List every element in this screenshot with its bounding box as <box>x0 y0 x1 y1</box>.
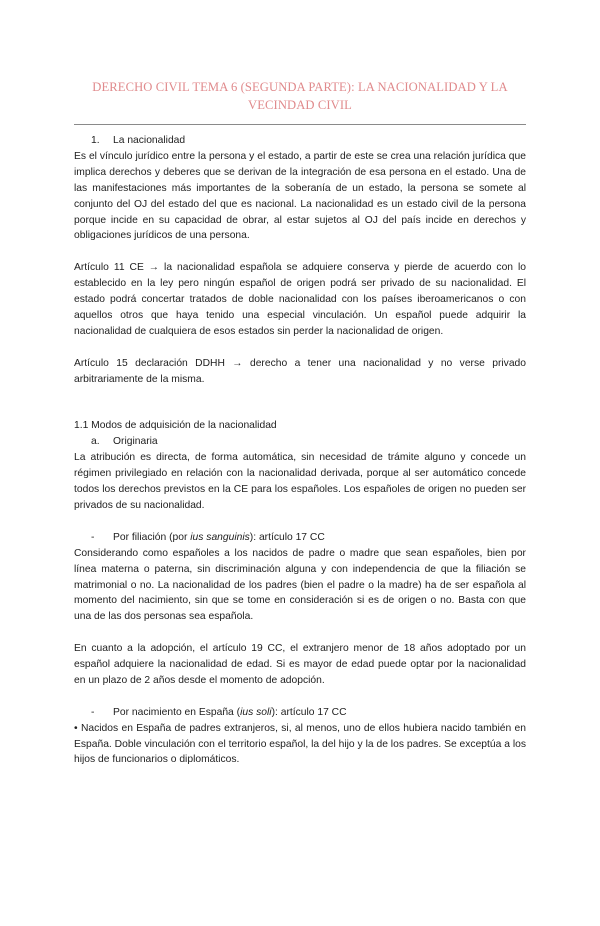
latin-term: ius soli <box>240 706 272 718</box>
paragraph-definition: Es el vínculo jurídico entre la persona y el estado, a partir de este se crea una relación jurídica que implica derechos y deberes que se derivan de la integración de esa persona en el estado. Una de las manifestaciones más importantes de la soberanía de un estado, la persona se somete al conjunto del OJ del estado del que es nacional. La nacionalidad es un estado civil de la persona porque incide en su capacidad de obrar, al estar sujetos al OJ del país incide en derechos y obligaciones jurídicos de una persona. <box>74 150 526 242</box>
section-label: La nacionalidad <box>113 135 186 146</box>
paragraph-articulo-11: Artículo 11 CE → la nacionalidad española se adquiere conserva y pierde de acuerdo con lo establecido en la ley pero ningún español de origen podrá ser privado de su nacionalidad. El estado podrá concertar tratados de doble nacionalidad con los países iberoamericanos o con aquellos otros que haya tenido una especial vinculación. Un español puede adquirir la nacionalidad de cualquiera de esos estados sin perder la nacionalidad de origen. <box>74 262 526 337</box>
subsection-heading-modos: 1.1 Modos de adquisición de la nacionalidad <box>74 420 277 432</box>
list-label: Originaria <box>113 436 158 448</box>
latin-term: ius sanguinis <box>190 531 250 543</box>
list-letter: a. <box>91 436 100 448</box>
paragraph-nacidos-espana: • Nacidos en España de padres extranjeros, si, al menos, uno de ellos hubiera nacido también en España. Doble vinculación con el territorio español, la del hijo y la de los padres. Se exceptúa a los hijos de funcionarios o diplomáticos. <box>74 722 526 766</box>
list-item-filiacion: - Por filiación (por ius sanguinis): artículo 17 CC <box>74 530 526 546</box>
dash-mark: - <box>91 531 95 543</box>
section-number: 1. <box>91 135 100 146</box>
document-page <box>0 78 600 926</box>
title-divider <box>74 124 526 125</box>
paragraph-articulo-15: Artículo 15 declaración DDHH → derecho a tener una nacionalidad y no verse privado arbitrariamente de la misma. <box>74 357 526 385</box>
document-title: DERECHO CIVIL TEMA 6 (SEGUNDA PARTE): LA NACIONALIDAD Y LA VECINDAD CIVIL <box>92 80 508 112</box>
list-item-nacimiento: - Por nacimiento en España (ius soli): artículo 17 CC <box>74 705 526 721</box>
paragraph-adopcion: En cuanto a la adopción, el artículo 19 CC, el extranjero menor de 18 años adoptado por un español adquiere la nacionalidad de edad. Si es mayor de edad puede optar por la nacionalidad en un plazo de 2 años desde el momento de adopción. <box>74 643 526 686</box>
dash-mark: - <box>91 706 95 718</box>
paragraph-filiacion: Considerando como españoles a los nacidos de padre o madre que sean españoles, bien por línea materna o paterna, sin discriminación alguna y con independencia de que la filiación se matrimonial o no. La nacionalidad de los padres (bien el padre o la madre) ha de ser española al momento del nacimiento, sin que se tome en consideración si es de origen o no. Basta con que una de las dos personas sea española. <box>74 547 526 623</box>
list-item-originaria <box>74 434 526 450</box>
paragraph-originaria: La atribución es directa, de forma automática, sin necesidad de trámite alguno y concede un régimen privilegiado en relación con la nacionalidad derivada, porque al ser automático concede todos los derechos previstos en la CE para los españoles. Los españoles de origen no pueden ser privados de su nacionalidad. <box>74 452 526 511</box>
section-heading-nacionalidad <box>74 133 526 149</box>
